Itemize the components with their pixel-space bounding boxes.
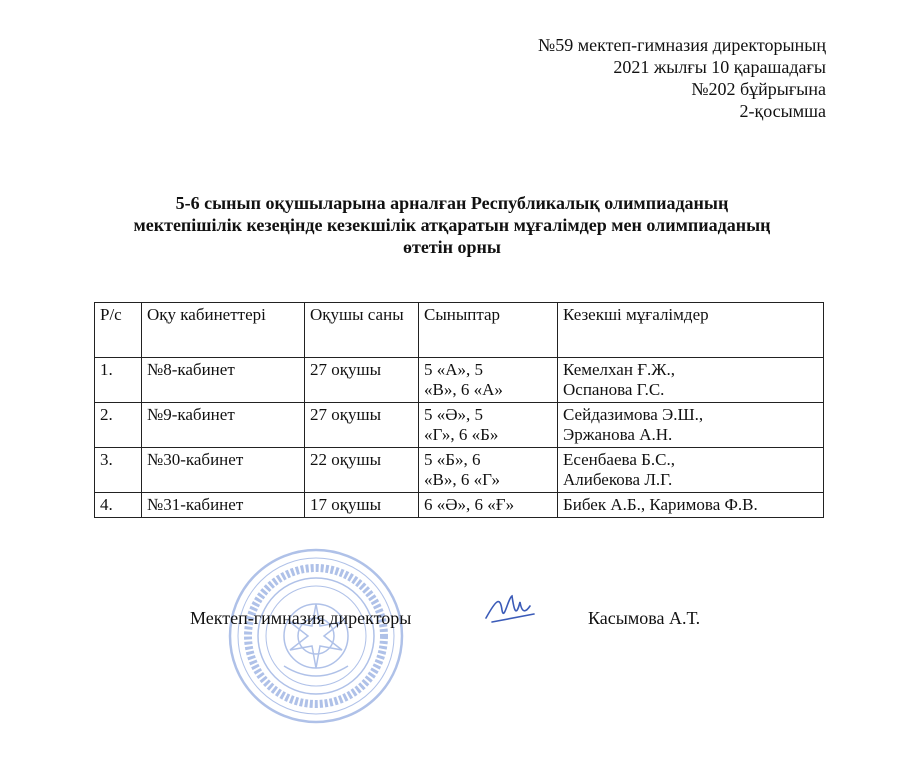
handwritten-signature-icon [482,588,542,632]
cell-room: №8-кабинет [142,358,305,403]
cell-teachers [558,403,824,448]
cell-number: 4. [95,493,142,518]
cell-classes-line: 6 «Ә», 6 «Ғ» [424,495,515,514]
header-line: №202 бұйрығына [691,79,826,99]
header-cell-number: Р/с [95,303,142,358]
signatory-name: Касымова А.Т. [588,608,701,628]
header-line: 2021 жылғы 10 қарашадағы [613,57,826,77]
cell-teachers-line: Оспанова Г.С. [563,380,665,399]
cell-teachers [558,493,824,518]
cell-number: 1. [95,358,142,403]
cell-teachers-line: Бибек А.Б., Каримова Ф.В. [563,495,758,514]
header-cell-classes: Сыныптар [419,303,558,358]
cell-teachers-line: Алибекова Л.Г. [563,470,673,489]
signatory-role: Мектеп-гимназия директоры [190,608,412,628]
cell-classes [419,358,558,403]
header-line: 2-қосымша [739,101,826,121]
cell-classes-line: 5 «Ә», 5 [424,405,484,424]
title-line: өтетін орны [403,237,501,257]
table-row [95,403,824,448]
title-line: 5-6 сынып оқушыларына арналған Республикалық олимпиаданың [175,193,729,213]
cell-room: №9-кабинет [142,403,305,448]
document-title [60,192,844,258]
duty-table [94,302,824,518]
cell-number: 3. [95,448,142,493]
cell-classes-line: «Г», 6 «Б» [424,425,499,444]
seal-stamp-icon [226,546,406,726]
cell-classes-line: «В», 6 «А» [424,380,503,399]
order-reference [538,34,826,122]
cell-classes [419,448,558,493]
title-line: мектепішілік кезеңінде кезекшілік атқаратын мұғалімдер мен олимпиаданың [133,215,771,235]
cell-classes [419,493,558,518]
table-header-row [95,303,824,358]
cell-count: 22 оқушы [305,448,419,493]
cell-classes [419,403,558,448]
cell-teachers-line: Сейдазимова Э.Ш., [563,405,704,424]
cell-classes-line: «В», 6 «Г» [424,470,500,489]
cell-teachers [558,448,824,493]
cell-number: 2. [95,403,142,448]
table-row [95,493,824,518]
cell-classes-line: 5 «А», 5 [424,360,484,379]
cell-room: №31-кабинет [142,493,305,518]
cell-count: 17 оқушы [305,493,419,518]
cell-count: 27 оқушы [305,358,419,403]
table-row [95,358,824,403]
header-cell-count: Оқушы саны [305,303,419,358]
cell-room: №30-кабинет [142,448,305,493]
cell-count: 27 оқушы [305,403,419,448]
header-cell-teachers: Кезекші мұғалімдер [558,303,824,358]
cell-classes-line: 5 «Б», 6 [424,450,481,469]
header-cell-room: Оқу кабинеттері [142,303,305,358]
cell-teachers-line: Эржанова А.Н. [563,425,673,444]
cell-teachers-line: Кемелхан Ғ.Ж., [563,360,676,379]
cell-teachers-line: Есенбаева Б.С., [563,450,675,469]
table-row [95,448,824,493]
cell-teachers [558,358,824,403]
header-line: №59 мектеп-гимназия директорының [538,35,826,55]
